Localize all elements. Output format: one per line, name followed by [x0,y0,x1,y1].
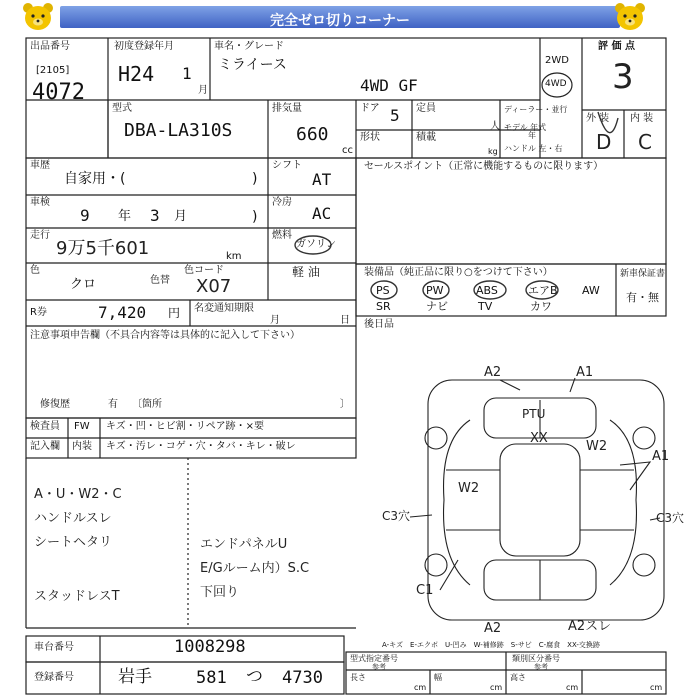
color-code: X07 [196,276,232,297]
extra-unit: cm [650,683,663,692]
inspection-label: 車検 [30,197,50,208]
equip-sr: SR [376,300,391,313]
equip-aw: AW [582,284,600,297]
score: 3 [612,57,634,97]
equip-abs: ABS [476,284,498,297]
diag-a1-top: A1 [576,365,594,380]
height-unit: cm [566,683,579,692]
displacement-label: 排気量 [272,103,302,114]
mileage-unit: km [226,251,242,262]
equip-airbag: エアB [528,284,558,297]
width-label: 幅 [434,673,442,682]
diag-c3-right: C3穴 [656,511,685,525]
capacity-unit: 人 [490,121,500,132]
fuel-diesel: 軽 油 [292,265,320,279]
shift: AT [312,170,332,189]
shift-label: シフト [272,160,302,171]
door-label: ドア [360,103,380,114]
plate-number: 4730 [282,668,323,688]
chassis-number: 1008298 [174,637,246,657]
equip-leather: カワ [530,300,552,313]
model-year-label: モデル 年式 [504,123,547,132]
note-line-2: ハンドルスレ [34,511,112,526]
drive-4wd: 4WD [545,79,567,89]
interior-grade: C [638,130,652,154]
model-spec-ref: 参考 [372,663,386,671]
diag-xx: XX [530,431,548,446]
inspection-month: 3 [150,206,160,225]
repair-label: 修復歴 [40,399,70,410]
diag-a2-bottom: A2 [484,621,502,636]
color-code-label: 色コード [184,265,224,276]
entry-label: 記入欄 [30,441,60,452]
recycle-label: R券 [30,307,47,318]
ac: AC [312,204,332,223]
exterior-items: キズ・凹・ヒビ割・リペア跡・×要 [106,421,264,432]
interior-label: 内 装 [630,113,654,124]
interior-short-label: 内装 [72,441,92,452]
equip-pw: PW [426,284,444,297]
inspection-close: ) [252,209,258,225]
note-line-4: スタッドレスT [34,589,120,604]
height-label: 高さ [510,673,526,682]
color-change-label: 色替 [150,275,170,286]
displacement-unit: cc [342,145,353,156]
year-unit: 年 [528,131,536,140]
model: DBA-LA310S [124,120,233,141]
reg-label: 初度登録年月 [114,41,174,52]
car-name: ミライース [218,57,287,73]
displacement: 660 [296,124,329,145]
mileage-value: 9万5千601 [56,238,150,259]
plate-class: 581 [196,668,227,688]
chassis-label: 車台番号 [34,642,74,653]
lot-label: 出品番号 [30,41,70,52]
mileage-label: 走行 [30,230,50,241]
reg-era: H24 [118,62,155,86]
history-value: 自家用・( [64,171,126,187]
plate-region: 岩手 [118,667,152,687]
color-value: クロ [70,277,97,292]
drive-2wd-label: 2WD [545,55,569,66]
recycle-unit: 円 [168,306,181,320]
model-spec-label: 型式指定番号 [350,654,398,663]
equip-navi: ナビ [426,300,448,313]
class-no-label: 類別区分番号 [512,654,560,663]
interior-items: キズ・汚レ・コゲ・穴・タバ・キレ・破レ [106,441,296,452]
diag-a2-top: A2 [484,365,502,380]
grade: 4WD GF [360,76,418,95]
diag-ptu: PTU [522,407,546,421]
plate-label: 登録番号 [34,672,74,683]
repair-place: 〔箇所 [132,399,162,410]
diag-w2-right: W2 [586,439,608,454]
diag-c1: C1 [416,583,434,598]
length-unit: cm [414,683,427,692]
fw-label: FW [74,421,90,432]
reg-month-unit: 月 [198,85,208,96]
lot-sub: [2105] [36,65,70,76]
diag-w2-left: W2 [458,481,480,496]
equip-ps: PS [376,284,390,297]
diag-a2-bottom-right: A2スレ [568,619,612,634]
class-no-ref: 参考 [534,663,548,671]
inspection-year-unit: 年 [118,209,132,224]
doors: 5 [390,106,400,125]
name-change-label: 名変通知期限 [194,303,254,314]
fuel-label: 燃料 [272,230,292,241]
color-label: 色 [30,265,40,276]
diag-c3-left: C3穴 [382,509,411,523]
sales-point-label: セールスポイント（正常に機能するものに限ります） [364,161,604,172]
history-close: ) [252,171,258,187]
length-label: 長さ [350,673,366,682]
handle-label: ハンドル 左・右 [504,144,563,153]
name-change-day: 日 [340,315,350,326]
fuel-gasoline: ガソリン [296,239,336,250]
score-label: 評 価 点 [598,41,635,52]
equipment-label: 装備品（純正品に限り○をつけて下さい） [364,267,553,278]
dealer-label: ディーラー・並行 [504,105,568,114]
history-label: 車歴 [30,160,50,171]
damage-legend: A-キズ E-エクボ U-凹み W-補修跡 S-サビ C-腐食 XX-交換跡 [382,641,600,649]
banner-title: 完全ゼロ切りコーナー [270,13,410,29]
rear-items-label: 後日品 [364,319,394,330]
note-mid-2: E/Gルーム内）S.C [200,561,310,576]
inspection-month-unit: 月 [174,209,188,224]
notes-label: 注意事項申告欄（不具合内容等は具体的に記入して下さい） [30,330,300,341]
load-label: 積載 [416,132,436,143]
exterior-label: 外 装 [586,113,610,124]
note-mid-1: エンドパネルU [200,537,288,552]
equip-tv: TV [478,300,493,313]
note-mid-3: 下回り [200,585,240,600]
ac-label: 冷房 [272,197,292,208]
recycle-value: 7,420 [98,303,147,322]
diag-a1-right: A1 [652,449,670,464]
lot-number: 4072 [32,80,85,105]
inspector-label: 検査員 [30,421,60,432]
warranty-value: 有・無 [626,291,659,304]
capacity-label: 定員 [416,103,436,114]
reg-month: 1 [182,64,192,83]
plate-kana: つ [246,667,263,687]
exterior-grade: D [596,130,612,154]
note-line-1: A・U・W2・C [34,487,122,502]
repair-value: 有 [108,399,118,410]
inspection-year: 9 [80,206,90,225]
name-change-month: 月 [270,315,280,326]
note-line-3: シートヘタリ [34,535,113,550]
repair-close: 〕 [340,399,350,410]
load-unit: kg [488,147,498,156]
car-name-label: 車名・グレード [214,41,284,52]
warranty-label: 新車保証書 [620,269,666,279]
shape-label: 形状 [360,132,380,143]
width-unit: cm [490,683,503,692]
model-label: 型式 [112,103,132,114]
